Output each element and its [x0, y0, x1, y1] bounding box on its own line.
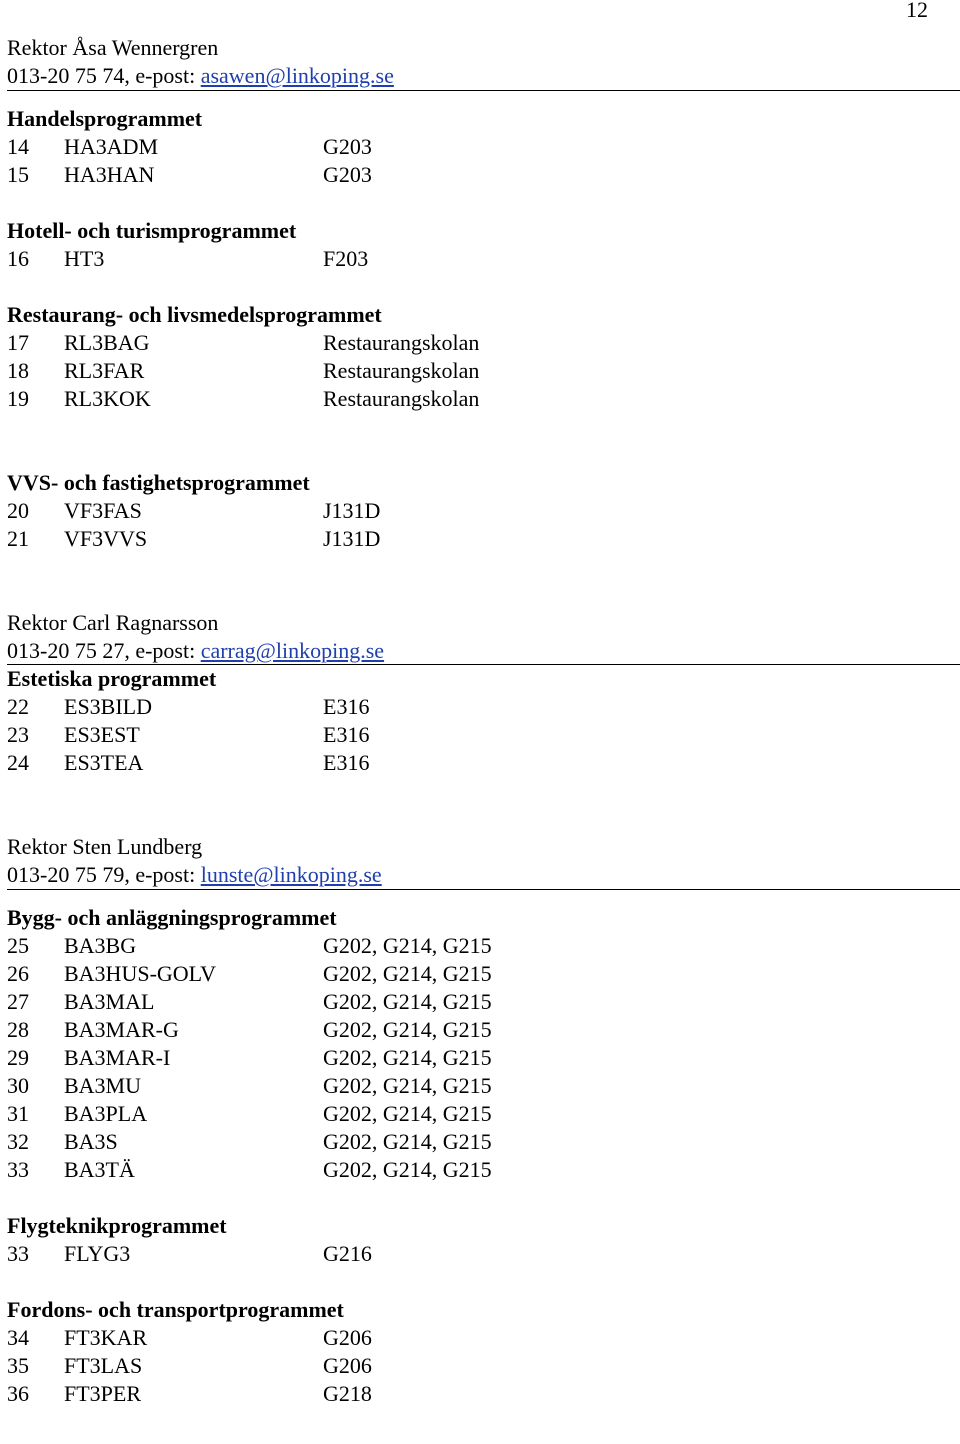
class-code: RL3BAG	[64, 330, 150, 355]
class-code: BA3BG	[64, 933, 137, 958]
page-number: 12	[906, 0, 928, 22]
class-row	[7, 1128, 960, 1156]
program-title: VVS- och fastighetsprogrammet	[7, 470, 310, 495]
class-row	[7, 1016, 960, 1044]
class-row	[7, 721, 960, 749]
rektor-contact	[7, 62, 960, 90]
class-room: G202, G214, G215	[323, 989, 492, 1014]
class-row	[7, 1156, 960, 1184]
contact-phone: 013-20 75 74, e-post:	[7, 63, 201, 88]
class-room: G202, G214, G215	[323, 1157, 492, 1182]
class-number: 15	[7, 162, 29, 187]
class-row	[7, 525, 960, 553]
contact-phone: 013-20 75 27, e-post:	[7, 638, 201, 663]
class-room: G203	[323, 162, 372, 187]
class-row	[7, 133, 960, 161]
class-number: 36	[7, 1381, 29, 1406]
class-number: 17	[7, 330, 29, 355]
class-code: ES3EST	[64, 722, 140, 747]
rektor-contact	[7, 861, 960, 889]
program-title: Handelsprogrammet	[7, 106, 203, 131]
class-number: 34	[7, 1325, 29, 1350]
class-row	[7, 1100, 960, 1128]
program-title: Hotell- och turismprogrammet	[7, 218, 297, 243]
class-number: 35	[7, 1353, 29, 1378]
class-number: 21	[7, 526, 29, 551]
class-number: 33	[7, 1157, 29, 1182]
class-row	[7, 329, 960, 357]
class-number: 32	[7, 1129, 29, 1154]
class-number: 18	[7, 358, 29, 383]
class-number: 33	[7, 1241, 29, 1266]
class-room: F203	[323, 246, 369, 271]
class-room: G202, G214, G215	[323, 1073, 492, 1098]
class-row	[7, 1352, 960, 1380]
class-code: BA3MAR-G	[64, 1017, 179, 1042]
class-room: G202, G214, G215	[323, 1101, 492, 1126]
class-room: G218	[323, 1381, 372, 1406]
class-row	[7, 1324, 960, 1352]
class-row	[7, 988, 960, 1016]
class-code: BA3MAL	[64, 989, 155, 1014]
class-room: G202, G214, G215	[323, 933, 492, 958]
program-title: Estetiska programmet	[7, 666, 217, 691]
class-row	[7, 497, 960, 525]
class-room: G216	[323, 1241, 372, 1266]
class-number: 22	[7, 694, 29, 719]
class-number: 20	[7, 498, 29, 523]
class-number: 26	[7, 961, 29, 986]
class-code: ES3BILD	[64, 694, 152, 719]
class-room: G202, G214, G215	[323, 1045, 492, 1070]
class-room: E316	[323, 694, 370, 719]
email-link[interactable]: lunste@linkoping.se	[200, 862, 382, 887]
class-number: 24	[7, 750, 29, 775]
rektor-name: Rektor Carl Ragnarsson	[7, 610, 219, 635]
rektor-name: Rektor Åsa Wennergren	[7, 35, 219, 60]
class-row	[7, 1044, 960, 1072]
class-number: 14	[7, 134, 29, 159]
class-room: Restaurangskolan	[323, 386, 480, 411]
class-row	[7, 1380, 960, 1408]
class-room: G202, G214, G215	[323, 1017, 492, 1042]
email-link[interactable]: asawen@linkoping.se	[200, 63, 394, 88]
class-code: HA3ADM	[64, 134, 159, 159]
rektor-name: Rektor Sten Lundberg	[7, 834, 203, 859]
program-title: Bygg- och anläggningsprogrammet	[7, 905, 337, 930]
class-code: BA3HUS-GOLV	[64, 961, 216, 986]
class-code: VF3VVS	[64, 526, 148, 551]
class-number: 31	[7, 1101, 29, 1126]
class-number: 27	[7, 989, 29, 1014]
class-room: J131D	[323, 498, 381, 523]
class-number: 25	[7, 933, 29, 958]
class-code: FT3LAS	[64, 1353, 143, 1378]
document-body	[7, 34, 960, 1408]
class-row	[7, 693, 960, 721]
email-link[interactable]: carrag@linkoping.se	[200, 638, 385, 663]
class-code: BA3TÄ	[64, 1157, 135, 1182]
class-row	[7, 245, 960, 273]
class-row	[7, 1240, 960, 1268]
class-code: BA3MAR-I	[64, 1045, 171, 1070]
class-row	[7, 960, 960, 988]
class-row	[7, 932, 960, 960]
program-title: Fordons- och transportprogrammet	[7, 1297, 344, 1322]
class-code: FT3PER	[64, 1381, 142, 1406]
class-room: G202, G214, G215	[323, 1129, 492, 1154]
class-code: BA3S	[64, 1129, 118, 1154]
class-code: BA3PLA	[64, 1101, 148, 1126]
class-number: 30	[7, 1073, 29, 1098]
class-room: G203	[323, 134, 372, 159]
class-number: 29	[7, 1045, 29, 1070]
class-code: FT3KAR	[64, 1325, 148, 1350]
class-room: E316	[323, 722, 370, 747]
class-room: Restaurangskolan	[323, 330, 480, 355]
class-number: 16	[7, 246, 29, 271]
program-title: Restaurang- och livsmedelsprogrammet	[7, 302, 382, 327]
class-number: 23	[7, 722, 29, 747]
class-room: G206	[323, 1325, 372, 1350]
class-code: FLYG3	[64, 1241, 131, 1266]
class-code: BA3MU	[64, 1073, 142, 1098]
class-room: E316	[323, 750, 370, 775]
class-code: VF3FAS	[64, 498, 142, 523]
class-room: G206	[323, 1353, 372, 1378]
class-row	[7, 161, 960, 189]
class-code: HA3HAN	[64, 162, 155, 187]
class-room: G202, G214, G215	[323, 961, 492, 986]
class-code: ES3TEA	[64, 750, 144, 775]
class-code: RL3FAR	[64, 358, 145, 383]
class-number: 19	[7, 386, 29, 411]
rektor-contact	[7, 637, 960, 665]
section-divider	[7, 889, 960, 890]
contact-phone: 013-20 75 79, e-post:	[7, 862, 201, 887]
class-code: HT3	[64, 246, 105, 271]
class-room: Restaurangskolan	[323, 358, 480, 383]
class-row	[7, 749, 960, 777]
class-row	[7, 1072, 960, 1100]
class-room: J131D	[323, 526, 381, 551]
program-title: Flygteknikprogrammet	[7, 1213, 227, 1238]
class-code: RL3KOK	[64, 386, 151, 411]
class-row	[7, 357, 960, 385]
class-number: 28	[7, 1017, 29, 1042]
section-divider	[7, 90, 960, 91]
class-row	[7, 385, 960, 413]
